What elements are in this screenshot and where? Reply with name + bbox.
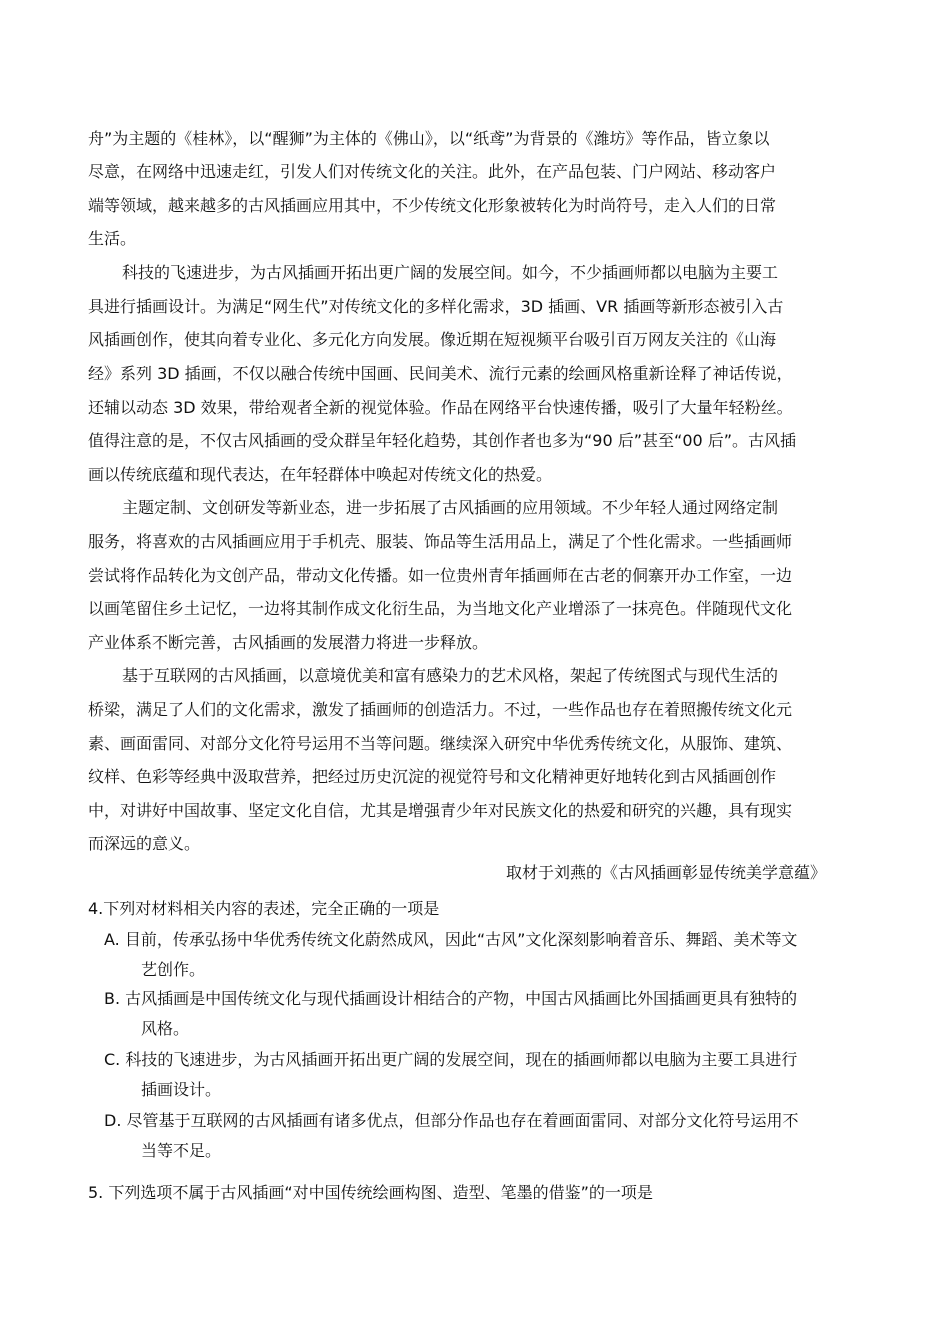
- passage-p2-line-4: 经》系列 3D 插画，不仅以融合传统中国画、民间美术、流行元素的绘画风格重新诠释了神话传说，: [88, 364, 793, 383]
- passage-p3-line-1: 主题定制、文创研发等新业态，进一步拓展了古风插画的应用领域。不少年轻人通过网络定制: [122, 498, 779, 517]
- question-4-stem: 4.下列对材料相关内容的表述，完全正确的一项是: [88, 899, 440, 918]
- passage-p4-line-3: 素、画面雷同、对部分文化符号运用不当等问题。继续深入研究中华优秀传统文化，从服饰、建筑、: [88, 734, 793, 753]
- question-5-stem: 5. 下列选项不属于古风插画“对中国传统绘画构图、造型、笔墨的借鉴”的一项是: [88, 1183, 653, 1202]
- passage-p2-line-5: 还辅以动态 3D 效果，带给观者全新的视觉体验。作品在网络平台快速传播，吸引了大量年轻粉丝。: [88, 398, 793, 417]
- passage-p1-line-3: 端等领域，越来越多的古风插画应用其中，不少传统文化形象被转化为时尚符号，走入人们的日常: [88, 196, 777, 215]
- passage-p1-line-1: 舟”为主题的《桂林》，以“醒狮”为主体的《佛山》，以“纸鸢”为背景的《潍坊》等作品，皆立象以: [88, 129, 770, 148]
- passage-p2-line-2: 具进行插画设计。为满足“网生代”对传统文化的多样化需求，3D 插画、VR 插画等新形态被引入古: [88, 297, 784, 316]
- passage-p2-line-1: 科技的飞速进步，为古风插画开拓出更广阔的发展空间。如今，不少插画师都以电脑为主要工: [122, 263, 779, 282]
- passage-p2-line-7: 画以传统底蕴和现代表达，在年轻群体中唤起对传统文化的热爱。: [88, 465, 553, 484]
- passage-p1-line-2: 尽意，在网络中迅速走红，引发人们对传统文化的关注。此外，在产品包装、门户网站、移动客户: [88, 162, 777, 181]
- q4-option-d-cont: 当等不足。: [141, 1141, 222, 1160]
- passage-p3-line-2: 服务，将喜欢的古风插画应用于手机壳、服装、饰品等生活用品上，满足了个性化需求。一些插画师: [88, 532, 793, 551]
- q4-option-a[interactable]: A. 目前，传承弘扬中华优秀传统文化蔚然成风，因此“古风”文化深刻影响着音乐、舞蹈、美术等文: [104, 930, 798, 949]
- passage-p4-line-1: 基于互联网的古风插画，以意境优美和富有感染力的艺术风格，架起了传统图式与现代生活的: [122, 666, 779, 685]
- passage-p3-line-4: 以画笔留住乡土记忆，一边将其制作成文化衍生品，为当地文化产业增添了一抹亮色。伴随现代文化: [88, 599, 793, 618]
- q4-option-c-cont: 插画设计。: [141, 1080, 222, 1099]
- passage-p3-line-5: 产业体系不断完善，古风插画的发展潜力将进一步释放。: [88, 633, 489, 652]
- passage-p3-line-3: 尝试将作品转化为文创产品，带动文化传播。如一位贵州青年插画师在古老的侗寨开办工作室，一边: [88, 566, 793, 585]
- q4-option-d[interactable]: D. 尽管基于互联网的古风插画有诸多优点，但部分作品也存在着画面雷同、对部分文化符号运用不: [104, 1111, 799, 1130]
- q4-option-c[interactable]: C. 科技的飞速进步，为古风插画开拓出更广阔的发展空间，现在的插画师都以电脑为主要工具进行: [104, 1050, 798, 1069]
- passage-p1-line-4: 生活。: [88, 229, 137, 248]
- q4-option-a-cont: 艺创作。: [141, 960, 206, 979]
- passage-source: 取材于刘燕的《古风插画彰显传统美学意蕴》: [506, 863, 827, 882]
- passage-p4-line-6: 而深远的意义。: [88, 834, 201, 853]
- q4-option-b[interactable]: B. 古风插画是中国传统文化与现代插画设计相结合的产物，中国古风插画比外国插画更具有独特的: [104, 989, 798, 1008]
- q4-option-b-cont: 风格。: [141, 1019, 190, 1038]
- passage-p2-line-6: 值得注意的是，不仅古风插画的受众群呈年轻化趋势，其创作者也多为“90 后”甚至“00 后”。古风插: [88, 431, 797, 450]
- passage-p4-line-4: 纹样、色彩等经典中汲取营养，把经过历史沉淀的视觉符号和文化精神更好地转化到古风插画创作: [88, 767, 777, 786]
- passage-p4-line-2: 桥梁，满足了人们的文化需求，激发了插画师的创造活力。不过，一些作品也存在着照搬传统文化元: [88, 700, 793, 719]
- passage-p4-line-5: 中，对讲好中国故事、坚定文化自信，尤其是增强青少年对民族文化的热爱和研究的兴趣，具有现实: [88, 801, 793, 820]
- passage-p2-line-3: 风插画创作，使其向着专业化、多元化方向发展。像近期在短视频平台吸引百万网友关注的《山海: [88, 330, 777, 349]
